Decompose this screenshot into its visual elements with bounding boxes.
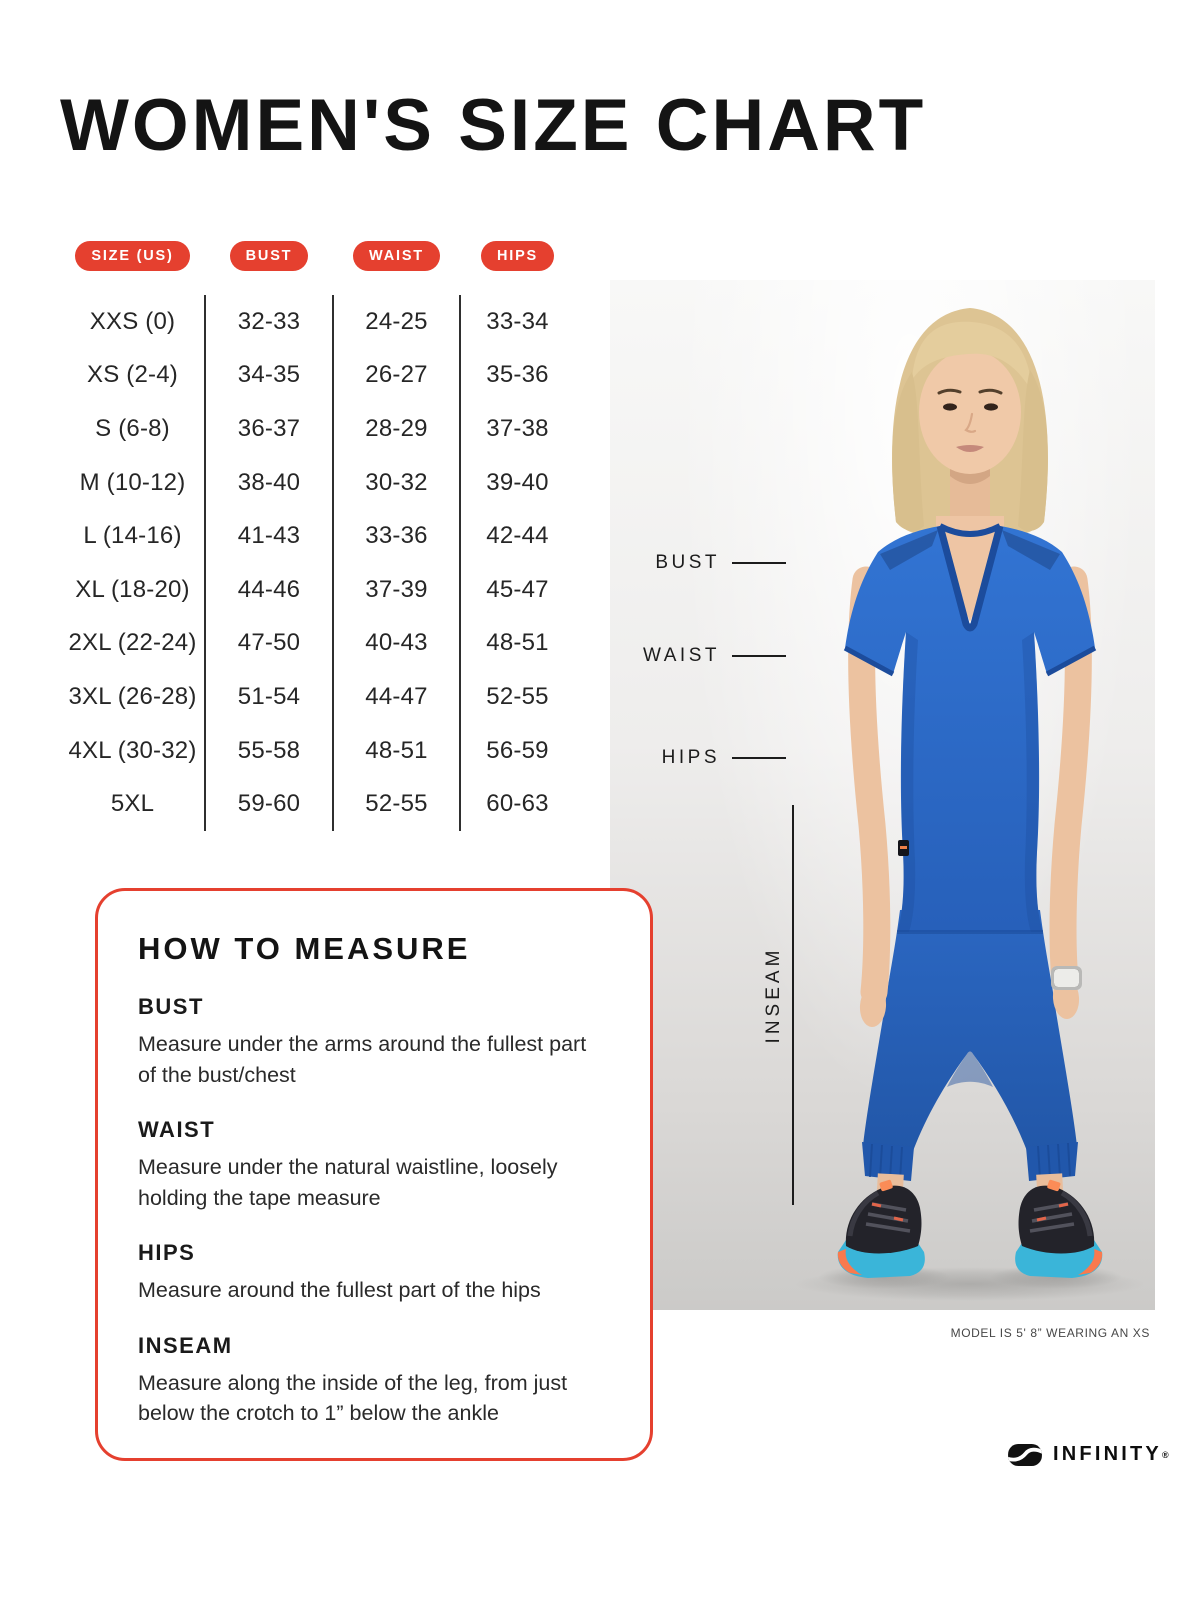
table-cell: XXS (0) bbox=[89, 307, 176, 335]
table-cell: 33-36 bbox=[365, 522, 428, 550]
table-row bbox=[60, 456, 575, 510]
model-illustration bbox=[610, 280, 1155, 1310]
measure-section bbox=[138, 994, 614, 1090]
measure-section bbox=[138, 1240, 614, 1306]
table-cell: 34-35 bbox=[237, 361, 301, 389]
column-divider bbox=[459, 295, 461, 831]
column-divider bbox=[204, 295, 206, 831]
how-to-measure-title: HOW TO MEASURE bbox=[138, 931, 471, 966]
table-row bbox=[60, 349, 575, 403]
table-cell: 36-37 bbox=[237, 414, 301, 442]
table-cell: 35-36 bbox=[486, 361, 549, 389]
table-row bbox=[60, 295, 575, 349]
measure-section-label: INSEAM bbox=[138, 1332, 233, 1358]
table-row bbox=[60, 670, 575, 724]
table-cell: 38-40 bbox=[237, 468, 301, 496]
table-row bbox=[60, 509, 575, 563]
model-caption: MODEL IS 5' 8” WEARING AN XS bbox=[950, 1326, 1150, 1340]
inseam-line bbox=[792, 805, 794, 1205]
size-table-body bbox=[60, 295, 575, 831]
hips-label: HIPS bbox=[661, 747, 720, 768]
how-to-measure-box bbox=[95, 888, 653, 1461]
hips-line bbox=[732, 757, 786, 759]
wordmark-text: INFINITY bbox=[1053, 1443, 1162, 1465]
table-cell: 28-29 bbox=[365, 414, 428, 442]
model-photo bbox=[610, 280, 1155, 1310]
column-pill-waist: WAIST bbox=[353, 241, 440, 271]
table-cell: 30-32 bbox=[365, 468, 428, 496]
bust-marker bbox=[610, 550, 786, 576]
table-row bbox=[60, 617, 575, 671]
table-cell: 40-43 bbox=[365, 629, 428, 657]
table-cell: 52-55 bbox=[486, 682, 549, 710]
table-cell: 59-60 bbox=[237, 790, 301, 818]
bust-line bbox=[732, 562, 786, 564]
table-cell: 4XL (30-32) bbox=[68, 736, 197, 764]
infinity-wordmark bbox=[1053, 1443, 1169, 1466]
table-cell: 48-51 bbox=[486, 629, 549, 657]
table-row bbox=[60, 724, 575, 778]
table-cell: 52-55 bbox=[365, 790, 428, 818]
table-cell: 47-50 bbox=[237, 629, 301, 657]
waist-marker bbox=[610, 643, 786, 669]
table-cell: 56-59 bbox=[486, 736, 549, 764]
table-cell: 44-47 bbox=[365, 682, 428, 710]
measure-section-label: HIPS bbox=[138, 1240, 196, 1266]
column-pill-hips: HIPS bbox=[481, 241, 554, 271]
table-row bbox=[60, 402, 575, 456]
infinity-logo bbox=[1008, 1443, 1169, 1466]
table-cell: 33-34 bbox=[486, 307, 549, 335]
size-table bbox=[60, 241, 575, 831]
table-cell: 5XL bbox=[110, 790, 155, 818]
table-cell: 51-54 bbox=[237, 682, 301, 710]
table-cell: 44-46 bbox=[237, 575, 301, 603]
column-pill-bust: BUST bbox=[230, 241, 309, 271]
table-cell: 2XL (22-24) bbox=[68, 629, 197, 657]
table-cell: 32-33 bbox=[237, 307, 301, 335]
measure-section-label: BUST bbox=[138, 994, 204, 1019]
table-cell: 3XL (26-28) bbox=[68, 682, 197, 710]
table-cell: 55-58 bbox=[237, 736, 301, 764]
measure-section bbox=[138, 1333, 614, 1429]
table-cell: 45-47 bbox=[486, 575, 549, 603]
hips-marker bbox=[610, 745, 786, 771]
registered-mark: ® bbox=[1161, 1450, 1169, 1460]
column-pill-size: SIZE (US) bbox=[75, 241, 189, 271]
table-cell: 37-39 bbox=[365, 575, 428, 603]
measure-section-text: Measure under the arms around the fullest part of the bust/chest bbox=[138, 1032, 587, 1087]
table-cell: 39-40 bbox=[486, 468, 549, 496]
measure-section-text: Measure around the fullest part of the hips bbox=[138, 1278, 541, 1303]
table-cell: XS (2-4) bbox=[87, 361, 178, 389]
page-title: WOMEN'S SIZE CHART bbox=[60, 85, 927, 166]
table-cell: S (6-8) bbox=[95, 414, 170, 442]
table-row bbox=[60, 563, 575, 617]
inseam-label: INSEAM bbox=[763, 946, 784, 1044]
table-cell: 24-25 bbox=[365, 307, 428, 335]
table-cell: L (14-16) bbox=[83, 522, 182, 550]
waist-line bbox=[732, 655, 786, 657]
bust-label: BUST bbox=[655, 552, 720, 573]
table-cell: 41-43 bbox=[237, 522, 301, 550]
measure-section bbox=[138, 1117, 614, 1213]
table-cell: M (10-12) bbox=[79, 468, 186, 496]
measure-section-text: Measure under the natural waistline, loosely holding the tape measure bbox=[138, 1155, 558, 1210]
waist-label: WAIST bbox=[643, 645, 720, 666]
table-cell: 26-27 bbox=[365, 361, 428, 389]
infinity-logo-icon bbox=[1008, 1444, 1042, 1466]
measure-section-label: WAIST bbox=[138, 1117, 216, 1143]
table-cell: 37-38 bbox=[486, 414, 549, 442]
table-cell: 60-63 bbox=[486, 790, 549, 818]
size-table-header bbox=[60, 241, 575, 271]
table-row bbox=[60, 777, 575, 831]
table-cell: 42-44 bbox=[486, 522, 549, 550]
table-cell: XL (18-20) bbox=[75, 575, 190, 603]
column-divider bbox=[332, 295, 334, 831]
measure-section-text: Measure along the inside of the leg, from just below the crotch to 1” below the ankle bbox=[138, 1370, 568, 1426]
table-cell: 48-51 bbox=[365, 736, 428, 764]
